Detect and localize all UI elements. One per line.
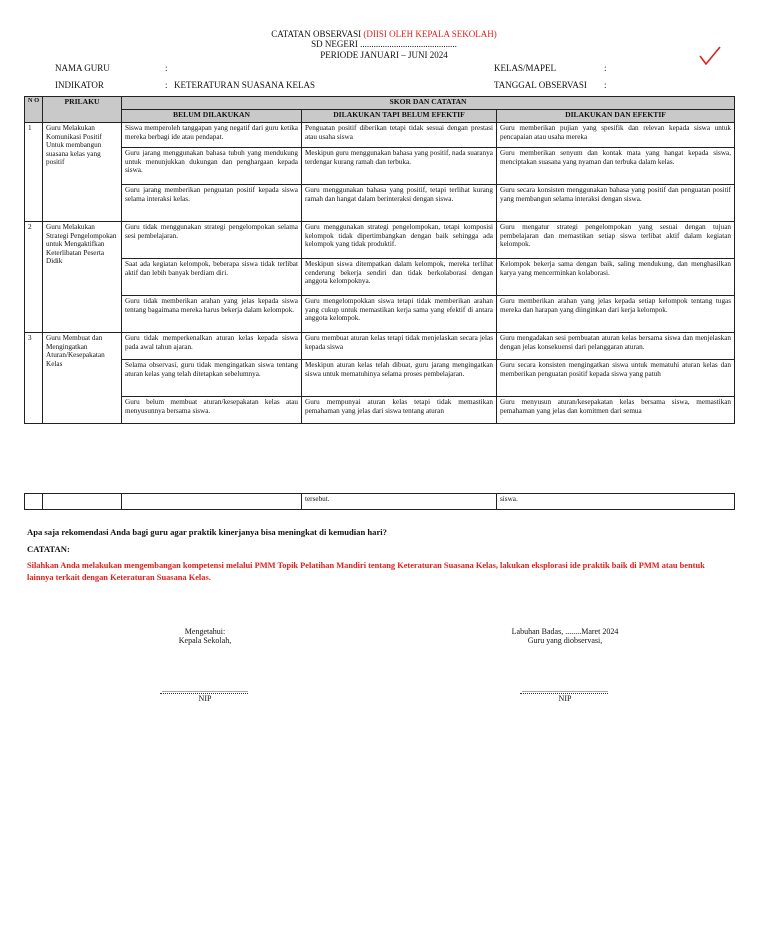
tanggal-label: TANGGAL OBSERVASI [494, 80, 587, 90]
table-row [25, 148, 735, 185]
cell-tapi-belum: Guru mempunyai aturan kelas tetapi tidak memastikan pemahaman yang jelas dari siswa tentang aturan [302, 397, 497, 424]
continuation-table [24, 493, 735, 510]
cell-belum: Guru jarang menggunakan bahasa tubuh yang mendukung untuk menunjukkan dukungan dan penghargaan kepada siswa. [122, 148, 302, 185]
indikator-label: INDIKATOR [55, 80, 104, 90]
sig-right-dots: ........................................... [522, 685, 608, 694]
cell-tapi-belum: Guru menggunakan strategi pengelompokan, tetapi komposisi kelompok tidak dipertimbangkan dengan baik sehingga ada kelompok yang tidak produktif. [302, 222, 497, 259]
table-row [25, 296, 735, 333]
cell-belum: Selama observasi, guru tidak mengingatkan siswa tentang aturan kelas yang telah ditetapkan sebelumnya. [122, 360, 302, 397]
cell-tapi-belum: Meskipun siswa ditempatkan dalam kelompok, mereka terlihat cenderung bekerja sendiri dan tidak berkolaborasi dengan anggota kelompoknya. [302, 259, 497, 296]
cell-efektif: Guru memberikan arahan yang jelas kepada setiap kelompok tentang tugas mereka dan harapan yang diinginkan dari kerja kelompok. [497, 296, 735, 333]
row-number: 2 [25, 222, 43, 333]
skor-header: SKOR DAN CATATAN [122, 97, 735, 110]
table-row [25, 494, 735, 510]
prilaku-cell: Guru Melakukan Komunikasi Positif Untuk membangun suasana kelas yang positif [43, 123, 122, 222]
table-row [25, 123, 735, 148]
cell-tapi-belum: Penguatan positif diberikan tetapi tidak sesuai dengan prestasi atau usaha siswa [302, 123, 497, 148]
empty-cell [43, 494, 122, 510]
nama-guru-colon: : [165, 63, 168, 73]
cell-efektif: Guru mengatur strategi pengelompokan yang sesuai dengan tujuan pembelajaran dan memastikan setiap siswa terlibat aktif dalam kegiatan kelompok. [497, 222, 735, 259]
cell-tapi-belum: Guru membuat aturan kelas tetapi tidak menjelaskan secara jelas kepada siswa [302, 333, 497, 360]
no-header: N O [25, 97, 43, 123]
prilaku-header: PRILAKU [43, 97, 122, 123]
cell-efektif: Kelompok bekerja sama dengan baik, saling mendukung, dan menghasilkan karya yang mencerminkan kolaborasi. [497, 259, 735, 296]
cell-efektif: siswa. [497, 494, 735, 510]
school-name: SD NEGERI ........................................... [311, 39, 457, 49]
cell-belum: Guru tidak memberikan arahan yang jelas kepada siswa tentang bagaimana mereka harus bekerja dalam kelompok. [122, 296, 302, 333]
sig-left-line2: Kepala Sekolah, [178, 636, 232, 645]
cell-tapi-belum: Guru menggunakan bahasa yang positif, tetapi terlihat kurang ramah dan hangat dalam berinteraksi dengan siswa. [302, 185, 497, 222]
document-title [0, 29, 768, 39]
cell-efektif: Guru memberikan pujian yang spesifik dan relevan kepada siswa untuk pencapaian atau usaha mereka [497, 123, 735, 148]
table-row [25, 333, 735, 360]
checkmark-icon [698, 45, 722, 67]
row-number: 1 [25, 123, 43, 222]
table-row [25, 222, 735, 259]
title-text: CATATAN OBSERVASI [271, 29, 364, 39]
sig-left-line1: Mengetahui: [184, 627, 226, 636]
catatan-text: Silahkan Anda melakukan mengembangan kompetensi melalui PMM Topik Pelatihan Mandiri tentang Keteraturan Suasana Kelas, lakukan eksplorasi ide praktik baik di PMM atau bentuk lainnya terkait dengan Keteraturan Suasana Kelas. [27, 561, 705, 582]
cell-belum: Saat ada kegiatan kelompok, beberapa siswa tidak terlibat aktif dan lebih banyak berdiam diri. [122, 259, 302, 296]
col-header-belum: BELUM DILAKUKAN [122, 110, 302, 123]
sig-left-nip: NIP [198, 694, 212, 703]
title-red-text: (DIISI OLEH KEPALA SEKOLAH) [363, 29, 497, 39]
table-row [25, 259, 735, 296]
cell-belum: Siswa memperoleh tanggapan yang negatif dari guru ketika mereka berbagi ide atau pendapat. [122, 123, 302, 148]
observation-table [24, 96, 735, 424]
col-header-tapi-belum: DILAKUKAN TAPI BELUM EFEKTIF [302, 110, 497, 123]
cell-efektif: Guru menyusun aturan/kesepakatan kelas bersama siswa, memastikan pemahaman yang jelas dan komitmen dari semua [497, 397, 735, 424]
cell-tapi-belum: Guru mengelompokkan siswa tetapi tidak memberikan arahan yang cukup untuk memastikan kerja sama yang efektif di antara anggota kelompok. [302, 296, 497, 333]
kelas-mapel-label: KELAS/MAPEL [494, 63, 557, 73]
table-row [25, 397, 735, 424]
empty-cell [25, 494, 43, 510]
cell-belum: Guru belum membuat aturan/kesepakatan kelas atau menyusunnya bersama siswa. [122, 397, 302, 424]
sig-right-nip: NIP [558, 694, 572, 703]
prilaku-cell: Guru Membuat dan Mengingatkan Aturan/Kesepakatan Kelas [43, 333, 122, 424]
row-number: 3 [25, 333, 43, 424]
cell-efektif: Guru secara konsisten menggunakan bahasa yang positif dan penguatan positif yang membangun selama interaksi dengan siswa. [497, 185, 735, 222]
cell-efektif: Guru secara konsisten mengingatkan siswa untuk mematuhi aturan kelas dan memberikan penguatan positif kepada siswa yang patuh [497, 360, 735, 397]
cell-belum: Guru jarang memberikan penguatan positif kepada siswa selama interaksi kelas. [122, 185, 302, 222]
sig-right-line1: Labuhan Badas, ........Maret 2024 [511, 627, 619, 636]
catatan-label: CATATAN: [27, 544, 70, 554]
cell-tapi-belum: Meskipun guru menggunakan bahasa yang positif, nada suaranya terdengar kurang ramah dan terbuka. [302, 148, 497, 185]
cell-efektif: Guru mengadakan sesi pembuatan aturan kelas bersama siswa dan menjelaskan dengan jelas konsekuensi dari pelanggaran aturan. [497, 333, 735, 360]
cell-belum: Guru tidak memperkenalkan aturan kelas kepada siswa pada awal tahun ajaran. [122, 333, 302, 360]
cell-tapi-belum: Meskipun aturan kelas telah dibuat, guru jarang mengingatkan siswa untuk mematuhinya selama proses pembelajaran. [302, 360, 497, 397]
empty-cell [122, 494, 302, 510]
recommendation-question: Apa saja rekomendasi Anda bagi guru agar praktik kinerjanya bisa meningkat di kemudian hari? [27, 527, 387, 537]
table-row [25, 360, 735, 397]
tanggal-colon: : [604, 80, 607, 90]
nama-guru-label: NAMA GURU [55, 63, 110, 73]
indikator-colon: : [165, 80, 168, 90]
cell-efektif: Guru memberikan senyum dan kontak mata yang hangat kepada siswa, menciptakan suasana yang nyaman dan terbuka dalam kelas. [497, 148, 735, 185]
col-header-efektif: DILAKUKAN DAN EFEKTIF [497, 110, 735, 123]
sig-left-dots: ........................................... [162, 685, 248, 694]
indikator-value: KETERATURAN SUASANA KELAS [174, 80, 316, 90]
sig-right-line2: Guru yang diobservasi, [527, 636, 603, 645]
period-text: PERIODE JANUARI – JUNI 2024 [320, 50, 448, 60]
cell-tapi-belum: tersebut. [302, 494, 497, 510]
kelas-mapel-colon: : [604, 63, 607, 73]
table-row [25, 185, 735, 222]
cell-belum: Guru tidak menggunakan strategi pengelompokan selama sesi pembelajaran. [122, 222, 302, 259]
prilaku-cell: Guru Melakukan Strategi Pengelompokan untuk Mengaktifkan Keterlibatan Peserta Didik [43, 222, 122, 333]
